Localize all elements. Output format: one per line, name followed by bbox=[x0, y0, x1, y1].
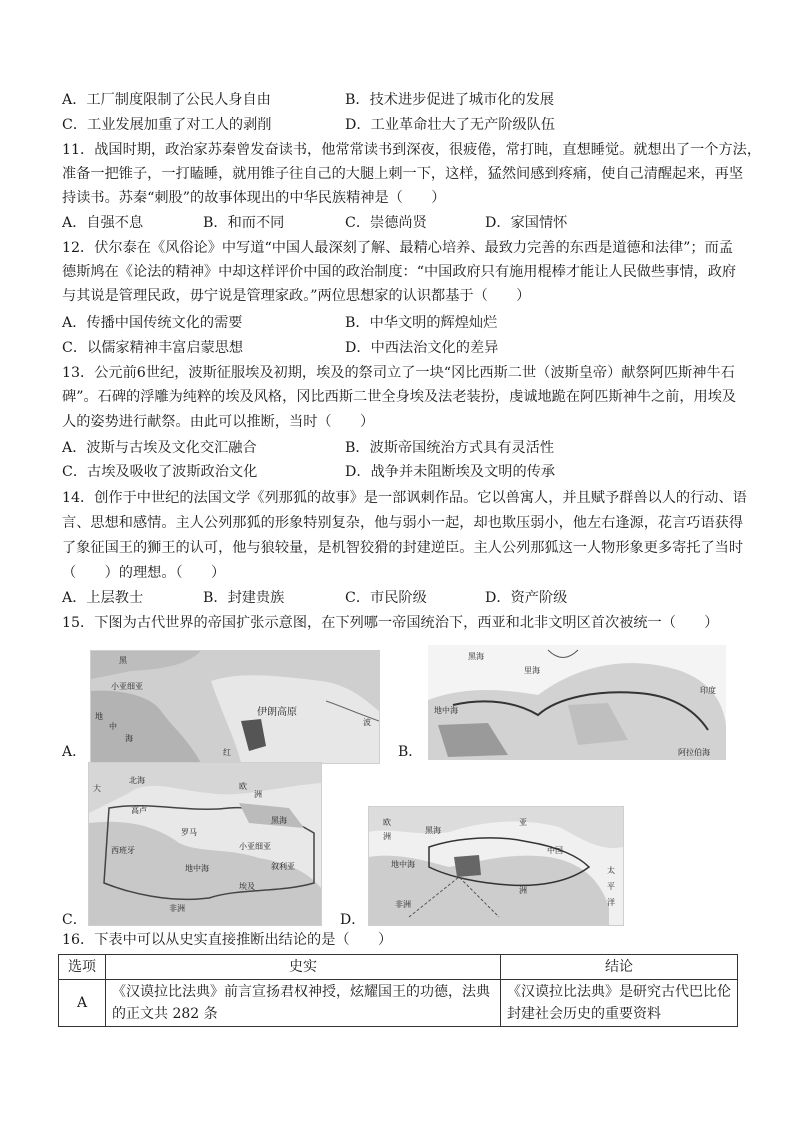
q10-option-c: C．工业发展加重了对工人的剥削 bbox=[62, 117, 272, 133]
q13-option-a: A．波斯与古埃及文化交汇融合 bbox=[62, 440, 257, 456]
q14-stem-line: （ ）的理想。（ ） bbox=[62, 565, 226, 581]
map-a-text: 中 bbox=[109, 722, 117, 731]
table-row bbox=[59, 980, 738, 1027]
q11-option-b: B．和而不同 bbox=[203, 215, 285, 231]
q15-option-b-label: B． bbox=[398, 744, 423, 760]
q12-option-a: A．传播中国传统文化的需要 bbox=[62, 315, 243, 331]
map-b-text: 阿拉伯海 bbox=[678, 748, 710, 757]
map-d-text: 非洲 bbox=[395, 900, 411, 909]
q11-stem-line: 准备一把锥子，一打瞌睡，就用锥子往自己的大腿上刺一下，这样，猛然间感到疼痛，使自己清醒起来，再坚 bbox=[62, 166, 744, 182]
map-d-text: 洲 bbox=[519, 886, 527, 895]
map-c-text: 叙利亚 bbox=[271, 862, 295, 871]
q13-stem-line: 人的姿势进行献祭。由此可以推断，当时（ ） bbox=[62, 414, 375, 430]
q11-option-d: D．家国情怀 bbox=[485, 215, 568, 231]
q13-option-c: C．古埃及吸收了波斯政治文化 bbox=[62, 464, 258, 480]
q16-table bbox=[58, 954, 738, 1027]
q14-stem-line: 言、思想和感情。主人公列那狐的形象特别复杂，他与弱小一起，却也欺压弱小，他左右逢源，花言巧语获得 bbox=[62, 515, 744, 531]
map-b-text: 印度 bbox=[700, 686, 716, 695]
map-c-text: 黑海 bbox=[271, 816, 287, 825]
map-a-text: 地 bbox=[95, 712, 103, 721]
q14-stem-line: 了象征国王的狮王的认可，他与狼较量，是机智狡猾的封建逆臣。主人公列那狐这一人物形象更多寄托了当时 bbox=[62, 540, 744, 556]
table-cell-conclusion-line: 封建社会历史的重要资料 bbox=[507, 1006, 661, 1022]
map-c-text: 罗马 bbox=[181, 828, 197, 837]
q11-option-a: A．自强不息 bbox=[62, 215, 144, 231]
map-c-text: 高卢 bbox=[131, 806, 147, 815]
map-b-text: 黑海 bbox=[468, 652, 484, 661]
map-c-text: 埃及 bbox=[239, 882, 255, 891]
map-c-text: 小亚细亚 bbox=[239, 842, 271, 851]
map-a-text: 黑 bbox=[119, 656, 127, 665]
q12-stem-line: 与其说是管理民政，毋宁说是管理家政。”两位思想家的认识都基于（ ） bbox=[62, 288, 531, 304]
q10-option-d: D．工业革命壮大了无产阶级队伍 bbox=[345, 117, 556, 133]
q14-option-c: C．市民阶级 bbox=[345, 590, 427, 606]
table-cell-conclusion bbox=[501, 980, 738, 1027]
q11-option-c: C．崇德尚贤 bbox=[345, 215, 427, 231]
q12-option-b: B．中华文明的辉煌灿烂 bbox=[345, 315, 498, 331]
map-d-text: 欧 bbox=[383, 818, 391, 827]
map-a-graphic bbox=[91, 651, 379, 763]
q12-option-c: C．以儒家精神丰富启蒙思想 bbox=[62, 340, 244, 356]
q10-option-b: B．技术进步促进了城市化的发展 bbox=[345, 92, 555, 108]
table-header-cell: 选项 bbox=[59, 955, 106, 980]
q12-stem-line: 德斯鸠在《论法的精神》中却这样评价中国的政治制度：“中国政府只有施用棍棒才能让人民做些事情，政府 bbox=[62, 264, 737, 280]
map-b-text: 里海 bbox=[524, 666, 540, 675]
table-header-row bbox=[59, 955, 738, 980]
map-c-image bbox=[88, 762, 322, 926]
map-a-image bbox=[90, 650, 380, 764]
table-header-cell: 结论 bbox=[501, 955, 738, 980]
q14-option-b: B．封建贵族 bbox=[203, 590, 285, 606]
map-d-text: 中国 bbox=[547, 846, 563, 855]
q13-stem-line: 13．公元前6世纪，波斯征服埃及初期，埃及的祭司立了一块“冈比西斯二世（波斯皇帝）献祭阿匹斯神牛石 bbox=[62, 365, 735, 381]
q13-option-b: B．波斯帝国统治方式具有灵活性 bbox=[345, 440, 555, 456]
q13-option-d: D．战争并未阻断埃及文明的传承 bbox=[345, 464, 556, 480]
map-a-text: 红 bbox=[223, 748, 231, 757]
map-c-text: 大 bbox=[93, 784, 101, 793]
q11-stem-line: 11．战国时期，政治家苏秦曾发奋读书，他常常读书到深夜，很疲倦，常打盹，直想睡觉。就想出了一个方法， bbox=[62, 142, 762, 158]
map-d-text: 平 bbox=[607, 882, 615, 891]
map-a-text: 海 bbox=[125, 734, 133, 743]
map-d-text: 地中海 bbox=[391, 860, 415, 869]
map-b-image bbox=[428, 645, 726, 760]
map-b-graphic bbox=[428, 645, 726, 760]
map-d-text: 黑海 bbox=[425, 826, 441, 835]
map-c-text: 北海 bbox=[129, 776, 145, 785]
q15-option-a-label: A． bbox=[62, 744, 87, 760]
map-c-text: 西班牙 bbox=[111, 846, 135, 855]
map-d-text: 洋 bbox=[607, 898, 615, 907]
map-c-text: 欧 bbox=[239, 782, 247, 791]
table-cell-option: A bbox=[59, 980, 106, 1027]
q10-option-a: A．工厂制度限制了公民人身自由 bbox=[62, 92, 271, 108]
map-a-text: 伊朗高原 bbox=[257, 707, 297, 718]
map-c-graphic bbox=[89, 763, 321, 925]
map-d-text: 亚 bbox=[519, 818, 527, 827]
map-a-text: 波 bbox=[363, 718, 371, 727]
table-cell-fact-line: 的正文共 282 条 bbox=[112, 1006, 218, 1022]
q11-stem-line: 持读书。苏秦“刺股”的故事体现出的中华民族精神是（ ） bbox=[62, 190, 446, 206]
q14-option-d: D．资产阶级 bbox=[485, 590, 568, 606]
map-b-text: 地中海 bbox=[434, 706, 458, 715]
map-d-image bbox=[368, 806, 624, 926]
table-header-cell: 史实 bbox=[106, 955, 501, 980]
q15-option-c-label: C． bbox=[62, 912, 87, 928]
q12-stem-line: 12．伏尔泰在《风俗论》中写道“中国人最深刻了解、最精心培养、最致力完善的东西是道德和法律”；而孟 bbox=[62, 240, 734, 256]
q13-stem-line: 碑”。石碑的浮雕为纯粹的埃及风格，冈比西斯二世全身埃及法老装扮，虔诚地跪在阿匹斯神牛之前，用埃及 bbox=[62, 389, 737, 405]
q12-option-d: D．中西法治文化的差异 bbox=[345, 340, 499, 356]
q15-option-d-label: D． bbox=[340, 912, 366, 928]
map-c-text: 非洲 bbox=[169, 904, 185, 913]
q16-stem: 16．下表中可以从史实直接推断出结论的是（ ） bbox=[62, 932, 393, 948]
map-c-text: 地中海 bbox=[185, 864, 209, 873]
table-cell-fact bbox=[106, 980, 501, 1027]
q15-stem: 15．下图为古代世界的帝国扩张示意图，在下列哪一帝国统治下，西亚和北非文明区首次被统一（ ） bbox=[62, 615, 719, 631]
table-cell-conclusion-line: 《汉谟拉比法典》是研究古代巴比伦 bbox=[507, 984, 731, 1000]
q14-option-a: A．上层教士 bbox=[62, 590, 144, 606]
map-c-text: 洲 bbox=[254, 790, 262, 799]
map-d-text: 洲 bbox=[383, 832, 391, 841]
q14-stem-line: 14．创作于中世纪的法国文学《列那狐的故事》是一部讽刺作品。它以兽寓人，并且赋予群兽以人的行动、语 bbox=[62, 490, 747, 506]
map-d-text: 太 bbox=[607, 866, 615, 875]
map-a-text: 小亚细亚 bbox=[111, 682, 143, 691]
table-cell-fact-line: 《汉谟拉比法典》前言宣扬君权神授，炫耀国王的功德，法典 bbox=[112, 984, 490, 1000]
